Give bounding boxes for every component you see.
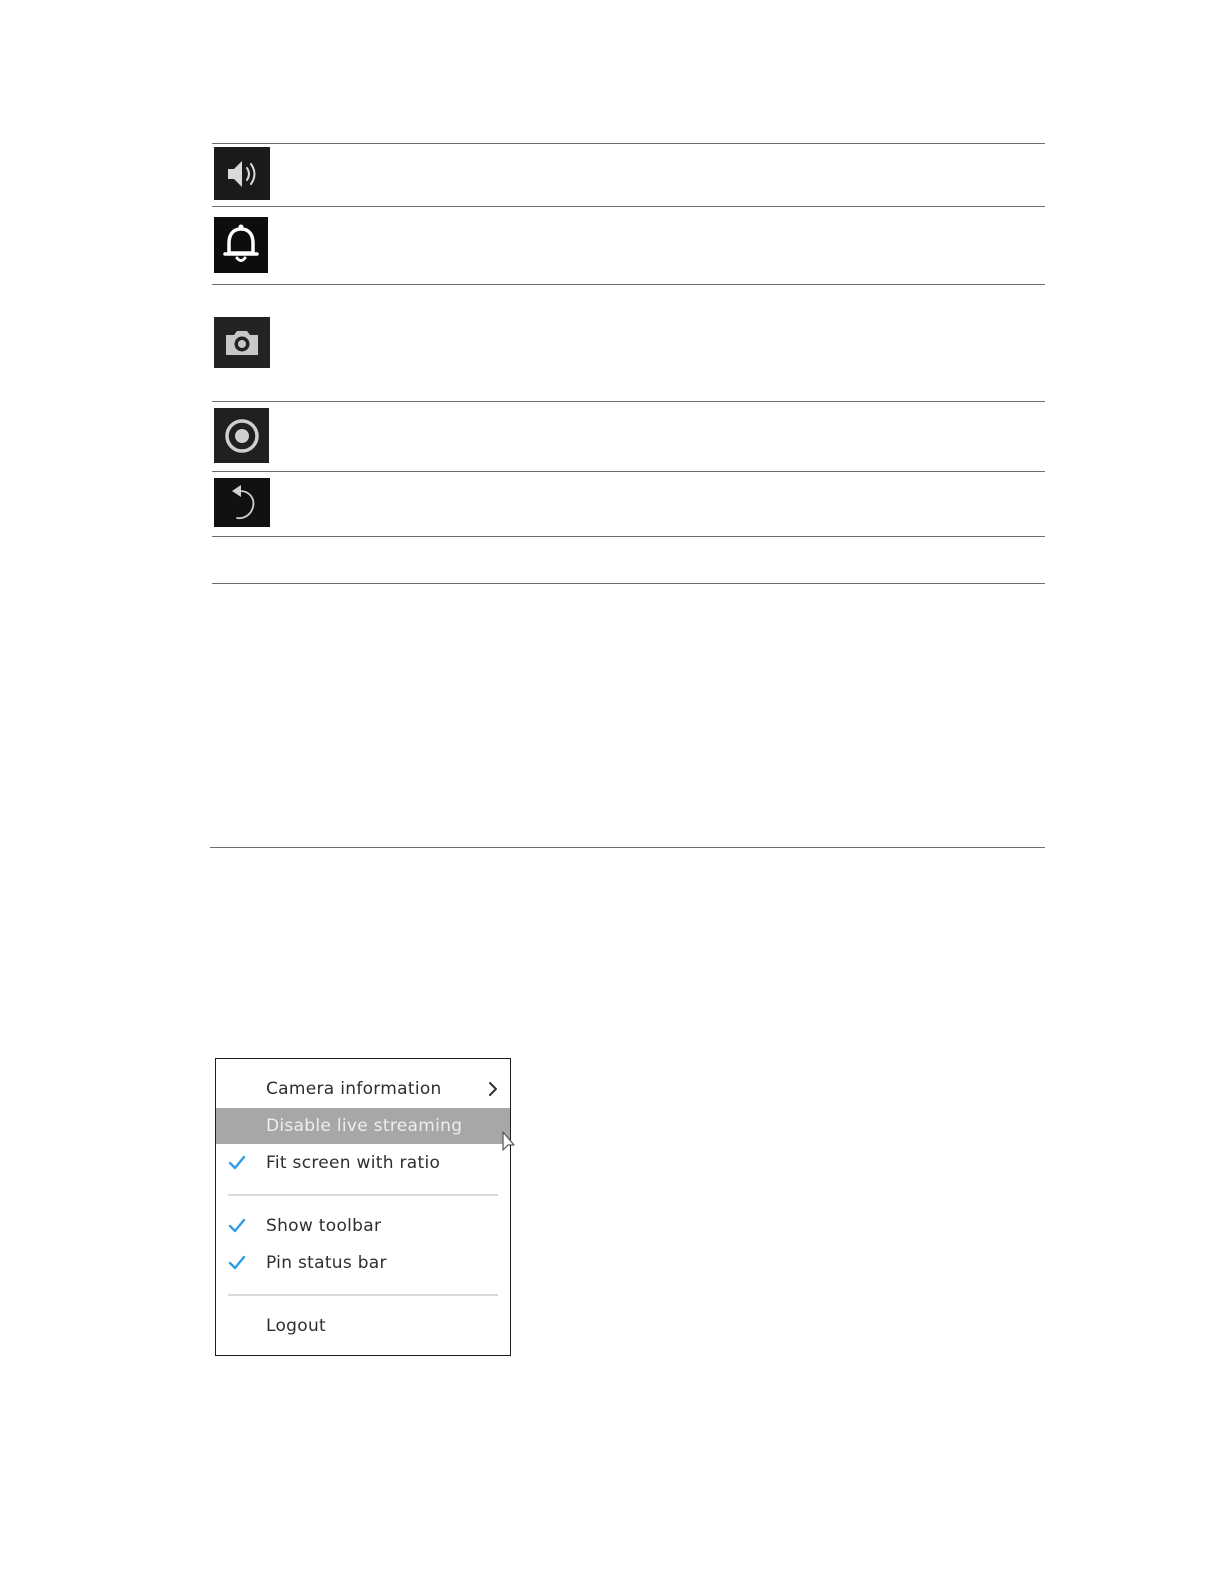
context-menu xyxy=(215,1058,511,1356)
menu-item-show-toolbar[interactable] xyxy=(216,1208,510,1244)
menu-separator xyxy=(228,1294,498,1296)
menu-item-logout[interactable] xyxy=(216,1308,510,1344)
table-rule xyxy=(212,284,1045,285)
menu-item-camera-information[interactable] xyxy=(216,1071,510,1107)
menu-item-pin-status-bar[interactable] xyxy=(216,1245,510,1281)
section-rule xyxy=(210,847,1045,848)
mouse-cursor-icon xyxy=(502,1131,516,1153)
menu-item-label: Pin status bar xyxy=(266,1253,387,1273)
menu-item-fit-screen-with-ratio[interactable] xyxy=(216,1145,510,1181)
speaker-icon xyxy=(214,147,270,200)
menu-item-label: Fit screen with ratio xyxy=(266,1153,441,1173)
bell-icon xyxy=(214,217,268,273)
table-rule xyxy=(212,401,1045,402)
menu-item-label: Show toolbar xyxy=(266,1216,382,1236)
undo-icon xyxy=(214,478,270,527)
checkmark-icon xyxy=(228,1218,246,1234)
camera-icon xyxy=(214,317,270,368)
table-rule xyxy=(212,471,1045,472)
menu-item-label: Logout xyxy=(266,1316,327,1336)
table-rule xyxy=(212,583,1045,584)
table-rule xyxy=(212,206,1045,207)
chevron-right-icon xyxy=(488,1081,498,1097)
record-icon xyxy=(214,408,269,463)
menu-item-disable-live-streaming[interactable] xyxy=(216,1108,510,1144)
checkmark-icon xyxy=(228,1255,246,1271)
menu-item-label: Disable live streaming xyxy=(266,1116,463,1136)
menu-item-label: Camera information xyxy=(266,1079,442,1099)
table-rule-top xyxy=(212,143,1045,144)
checkmark-icon xyxy=(228,1155,246,1171)
menu-separator xyxy=(228,1194,498,1196)
table-rule xyxy=(212,536,1045,537)
